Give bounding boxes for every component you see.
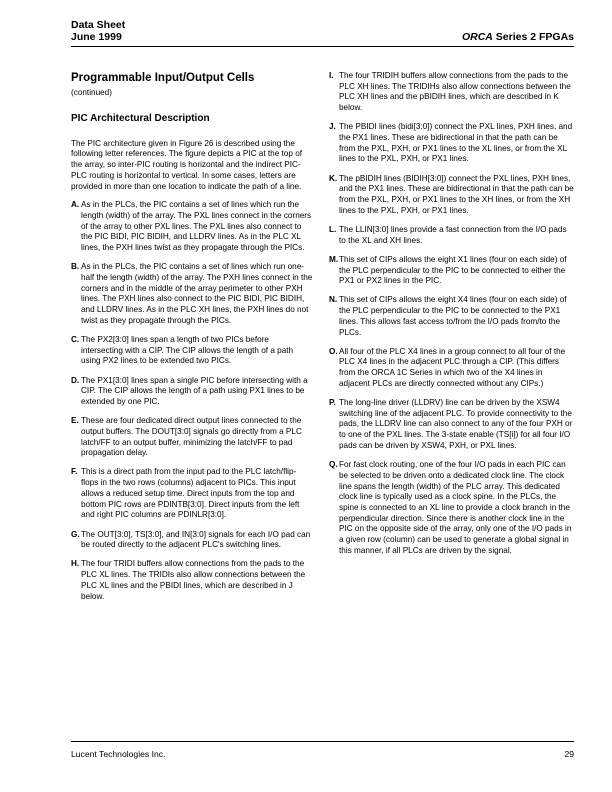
- item-letter: M.: [329, 254, 339, 264]
- item-letter: K.: [329, 173, 338, 183]
- item-letter: J.: [329, 122, 336, 132]
- list-item: [329, 347, 575, 390]
- list-item: [329, 460, 575, 556]
- item-letter: I.: [329, 71, 334, 80]
- list-item: [329, 174, 575, 217]
- subsection-title: PIC Architectural Description: [71, 112, 210, 124]
- list-item: [71, 467, 313, 521]
- list-item: [329, 122, 575, 165]
- document-header: [71, 19, 125, 43]
- list-item: [329, 398, 575, 452]
- item-letter: G.: [71, 529, 80, 539]
- header-product-series: Series 2 FPGAs: [492, 31, 574, 43]
- item-text: The four TRIDIH buffers allow connections from the pads to the PLC XH lines. The TRIDIHs also allow connections between the PLC XH lines and the pBIDIH lines, which are described in K below.: [339, 71, 571, 113]
- list-item: [329, 255, 575, 287]
- item-text: The pBIDIH lines (BIDIH[3:0]) connect the PXL lines, PXH lines, and the PX1 lines. These are bidirectional in that the path can be from the PXL, PXH, or PX1 lines to the XH lines, or from the XH lines to the PXL, PXH, or PX1 lines.: [339, 173, 574, 215]
- item-letter: E.: [71, 416, 79, 426]
- section-subtitle: (continued): [71, 88, 112, 97]
- item-letter: P.: [329, 398, 336, 408]
- header-product-brand: ORCA: [461, 31, 493, 43]
- list-item: [329, 295, 575, 338]
- item-letter: B.: [71, 262, 80, 272]
- item-text: As in the PLCs, the PIC contains a set of lines which run one-half the length (width) of the array. The PXH lines connect in the corners and in the middle of the array perimeter to other PXH lines. The PXH lines also connect to the PIC BIDI, PIC BIDIH, and LLDRV lines. As in the PLC XH lines, the PXH lines do not twist as they propagate through the PICs.: [81, 262, 313, 325]
- item-text: The PX2[3:0] lines span a length of two PICs before intersecting with a CIP. The CIP allows the length of a path using PX2 lines to be extended two PICs.: [81, 334, 294, 366]
- page-number: 29: [564, 749, 574, 759]
- footer-company: Lucent Technologies Inc.: [71, 749, 166, 759]
- item-letter: O.: [329, 346, 338, 356]
- item-letter: D.: [71, 375, 80, 385]
- item-letter: C.: [71, 334, 80, 344]
- item-text: This set of CIPs allows the eight X4 lines (four on each side) of the PLC perpendicular to the PIC to be connected to the PX1 lines. This allows fast access to/from the I/O pads from/to the PLCs.: [339, 295, 567, 337]
- header-divider: [71, 46, 574, 47]
- item-letter: Q.: [329, 460, 338, 470]
- left-column: [71, 72, 313, 611]
- intro-paragraph: The PIC architecture given in Figure 26 is described using the following letter references. The figure depicts a PIC at the top of the array, so inter-PIC routing is horizontal and the indirect PIC-PLC routing is horizontal to vertical. In some cases, letters are provided in more than one location to indicate the path of a line.: [71, 138, 303, 191]
- item-text: The long-line driver (LLDRV) line can be driven by the XSW4 switching line of the adjacent PLC. To provide connectivity to the pads, the LLDRV line can also connect to any of the four PXH or to one of the PXL lines. The 3-state enable (TS[i]) for all four I/O pads can be driven by XSW4, PXH, or PXL lines.: [339, 398, 573, 450]
- header-product: [462, 31, 574, 43]
- list-item: [71, 335, 313, 367]
- item-letter: F.: [71, 467, 78, 477]
- list-item: [329, 71, 575, 114]
- list-item: [71, 376, 313, 408]
- item-letter: N.: [329, 295, 338, 305]
- item-text: These are four dedicated direct output lines connected to the output buffers. The DOUT[3:0] signals go directly from a PLC latch/FF to an output buffer, minimizing the latch/FF to pad propagation delay.: [81, 416, 302, 458]
- header-doc-type: Data Sheet: [71, 19, 126, 31]
- item-letter: A.: [71, 200, 80, 210]
- item-text: The PX1[3:0] lines span a single PIC before intersecting with a CIP. The CIP allows the length of a path using PX1 lines to be extended by one PIC.: [81, 375, 308, 406]
- header-date: June 1999: [71, 31, 122, 43]
- item-text: All four of the PLC X4 lines in a group connect to all four of the PLC X4 lines in the adjacent PLC through a CIP. (This differs from the ORCA 1C Series in which two of the X4 lines in adjacent PLCs are directly connected without any CIPs.): [339, 346, 566, 388]
- list-item: [71, 416, 313, 459]
- item-text: This set of CIPs allows the eight X1 lines (four on each side) of the PLC perpendicular to the PIC to be connected to either the PX1 or PX2 lines in the PIC.: [339, 254, 567, 286]
- right-column: [329, 71, 575, 565]
- item-text: The LLIN[3:0] lines provide a fast connection from the I/O pads to the XL and XH lines.: [339, 224, 567, 245]
- item-text: The PBIDI lines (bidi[3:0]) connect the PXL lines, PXH lines, and the PX1 lines. These are bidirectional in that the path can be from the PXL, PXH, or PX1 lines to the XL lines, or from the XL lines to the PXL, PXH, or PX1 lines.: [339, 122, 573, 164]
- section-title: Programmable Input/Output Cells: [71, 72, 255, 84]
- item-text: For fast clock routing, one of the four I/O pads in each PIC can be selected to be driven onto a dedicated clock line. The clock line spans the length (width) of the PLC array. This dedicated clock line is typically used as a clock spine. In the PLCs, the spine is connected to an XL line to provide a clock branch in the perpendicular direction. Since there is another clock line in the PIC on the opposite side of the array, only one of the I/O pads in a given row (column) can be used to generate a global signal in this manner, if all PLCs are driven by the signal.: [339, 460, 572, 555]
- list-item: [71, 200, 313, 254]
- list-item: [71, 262, 313, 326]
- letter-list-left: [71, 200, 313, 602]
- list-item: [329, 225, 575, 246]
- item-text: This is a direct path from the input pad to the PLC latch/flip-flops in the two rows (columns) adjacent to PICs. This input allows a reduced setup time. Direct inputs from the top and bottom PIC rows are PDINTB[3:0]. Direct inputs from the left and right PIC columns are PDINLR[3:0].: [81, 467, 300, 520]
- item-text: The OUT[3:0], TS[3:0], and IN[3:0] signals for each I/O pad can be routed directly to the adjacent PLC's switching lines.: [81, 529, 311, 550]
- list-item: [71, 530, 313, 551]
- item-text: As in the PLCs, the PIC contains a set of lines which run the length (width) of the array. The PXL lines connect in the corners of the array to other PXL lines. The PXL lines also connect to the PIC BIDI, PIC BIDIH, and LLDRV lines. As in the PLC XL lines, the PXH lines twist as they propagate through the PICs.: [81, 200, 312, 253]
- letter-list-right: [329, 71, 575, 556]
- footer-divider: [71, 741, 574, 742]
- item-letter: L.: [329, 224, 337, 234]
- list-item: [71, 559, 313, 602]
- item-text: The four TRIDI buffers allow connections from the pads to the PLC XL lines. The TRIDIs also allow connections between the PLC XL lines and the PBIDI lines, which are described in J below.: [81, 559, 306, 601]
- item-letter: H.: [71, 559, 80, 569]
